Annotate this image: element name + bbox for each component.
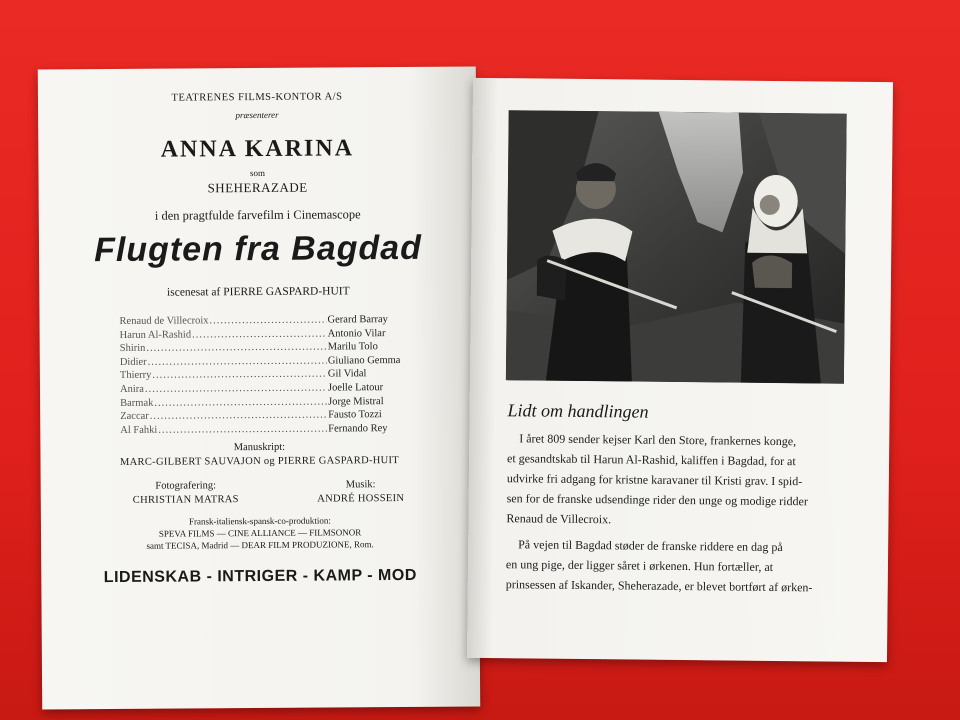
presents-text: præsenterer [235,109,279,121]
cast-row [120,422,420,438]
cast-actor: Fernando Rey [328,422,388,435]
cast-actor: Gerard Barray [327,314,388,326]
cast-actor: Giuliano Gemma [327,354,401,367]
cast-actor: Jorge Mistral [328,395,384,408]
photography-label: Fotografering: [155,480,217,492]
music-name: ANDRÉ HOSSEIN [317,492,405,505]
right-page [467,78,893,662]
production-line-3: samt TECISA, Madrid — DEAR FILM PRODUZIONE, Rom. [146,539,374,551]
paragraph-line: udvirke fri adgang for kristne karavaner til Kristi grav. I spid- [506,471,803,489]
som-text: som [249,167,266,179]
slogan: LIDENSKAB - INTRIGER - KAMP - MOD [103,566,417,587]
cast-role: Zaccar [120,410,149,423]
manuscript-label: Manuskript: [233,441,286,454]
photography-name: CHRISTIAN MATRAS [132,494,239,506]
cast-role: Anira [119,383,144,395]
cast-role: Barmak [120,397,154,409]
tagline: i den pragtfulde farvefilm i Cinemascope [154,207,361,223]
cast-actor: Marilu Tolo [327,341,378,353]
cast-role: Shirin [119,342,146,355]
film-still-image [506,110,847,384]
director-credit: iscenesat af PIERRE GASPARD-HUIT [166,285,350,299]
cast-actor: Antonio Vilar [327,327,386,340]
left-page [38,66,480,709]
star-role: SHEHERAZADE [207,179,308,196]
cast-actor: Fausto Tozzi [328,409,382,421]
paragraph-line: I året 809 sender kejser Karl den Store, frankernes konge, [519,431,797,449]
production-line-1: Fransk-italiensk-spansk-co-produktion: [188,515,331,527]
film-still-photo [506,110,847,384]
cast-list [119,313,420,437]
company-name: TEATRENES FILMS-KONTOR A/S [171,91,343,104]
cast-actor: Joelle Latour [327,382,384,394]
paragraph-line: På vejen til Bagdad støder de franske riddere en dag på [518,537,783,555]
paragraph-line: Renaud de Villecroix. [506,511,612,527]
synopsis-text [506,428,853,598]
film-title: Flugten fra Bagdad [93,228,423,270]
section-heading: Lidt om handlingen [507,400,649,422]
cast-role: Al Fahki [120,424,158,436]
production-line-2: SPEVA FILMS — CINE ALLIANCE — FILMSONOR [158,527,362,539]
cast-role: Renaud de Villecroix [119,315,209,327]
paragraph-line: en ung pige, der ligger såret i ørkenen. Hun fortæller, at [505,557,774,574]
cast-role: Didier [119,356,147,368]
music-label: Musik: [345,479,376,491]
cast-role: Thierry [119,370,152,382]
cast-role: Harun Al-Rashid [119,329,192,341]
paragraph-line: prinsessen af Iskander, Sheherazade, er blevet bortført af ørken- [505,577,813,595]
manuscript-names: MARC-GILBERT SAUVAJON og PIERRE GASPARD-HUIT [119,455,400,468]
paragraph-line: et gesandtskab til Harun Al-Rashid, kaliffen i Bagdad, for at [506,451,796,469]
cast-actor: Gil Vidal [327,368,367,380]
paragraph-line: sen for de franske udsendinge rider den unge og modige ridder [506,491,808,509]
star-name: ANNA KARINA [160,135,355,163]
